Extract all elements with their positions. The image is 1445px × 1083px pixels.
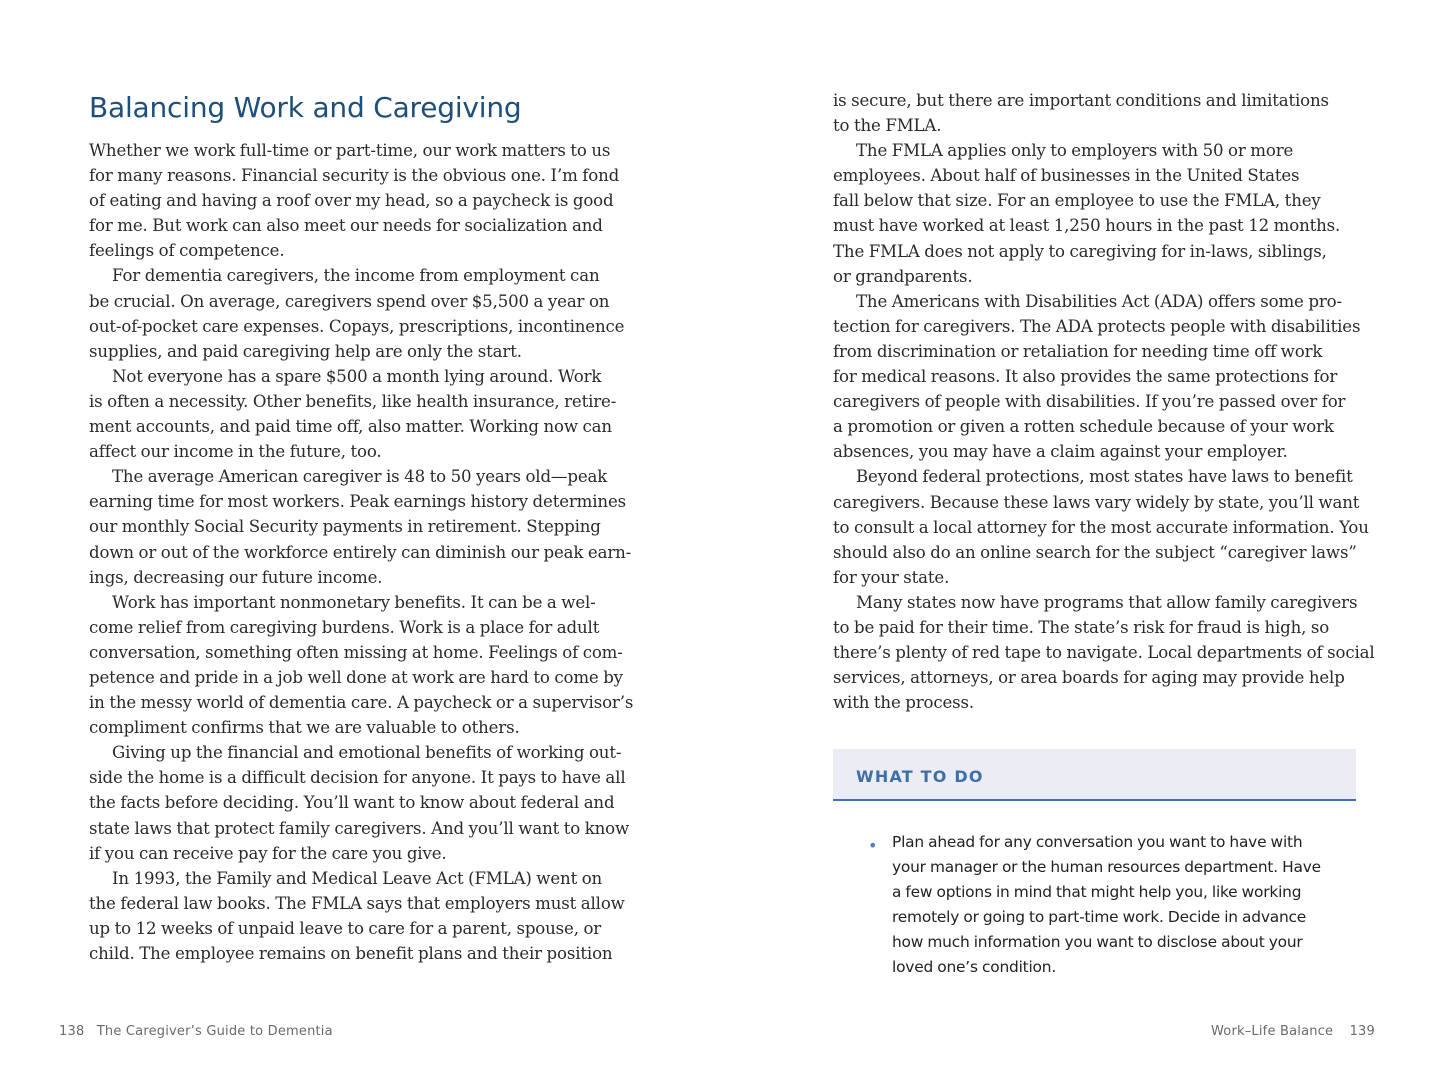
left-page bbox=[89, 88, 634, 966]
body-paragraph bbox=[833, 88, 1373, 138]
text-line: tection for caregivers. The ADA protects people with disabilities bbox=[833, 316, 1361, 336]
bullet-text bbox=[892, 830, 1348, 981]
body-paragraph bbox=[89, 138, 629, 263]
text-line: must have worked at least 1,250 hours in the past 12 months. bbox=[833, 216, 1341, 236]
text-line: a promotion or given a rotten schedule because of your work bbox=[833, 417, 1334, 437]
text-line: supplies, and paid caregiving help are only the start. bbox=[89, 341, 522, 361]
bullet-line: remotely or going to part-time work. Decide in advance bbox=[892, 908, 1307, 927]
left-footer bbox=[59, 1024, 333, 1039]
right-footer bbox=[1211, 1024, 1375, 1039]
text-line: side the home is a difficult decision for anyone. It pays to have all bbox=[89, 768, 626, 788]
text-line: employees. About half of businesses in the United States bbox=[833, 166, 1300, 186]
text-line: conversation, something often missing at home. Feelings of com- bbox=[89, 642, 623, 662]
text-line: there’s plenty of red tape to navigate. Local departments of social bbox=[833, 643, 1375, 663]
text-line: for many reasons. Financial security is the obvious one. I’m fond bbox=[89, 166, 620, 186]
text-line: for me. But work can also meet our needs for socialization and bbox=[89, 216, 603, 236]
bullet-line: Plan ahead for any conversation you want to have with bbox=[892, 833, 1303, 851]
text-line: The Americans with Disabilities Act (ADA) offers some pro- bbox=[856, 291, 1342, 311]
text-line: is often a necessity. Other benefits, like health insurance, retire- bbox=[89, 391, 617, 411]
bullet-dot-icon: • bbox=[868, 836, 878, 855]
text-line: in the messy world of dementia care. A paycheck or a supervisor’s bbox=[89, 693, 634, 713]
text-line: Whether we work full-time or part-time, our work matters to us bbox=[89, 141, 611, 160]
text-line: the facts before deciding. You’ll want to know about federal and bbox=[89, 793, 615, 813]
left-body-text bbox=[89, 138, 634, 966]
text-line: Beyond federal protections, most states have laws to benefit bbox=[856, 467, 1353, 487]
bullet-line: a few options in mind that might help you, like working bbox=[892, 883, 1302, 902]
page-number-right: 139 bbox=[1349, 1024, 1375, 1039]
section-heading: Balancing Work and Caregiving bbox=[89, 91, 522, 124]
body-paragraph bbox=[89, 364, 629, 464]
running-title-left: The Caregiver’s Guide to Dementia bbox=[96, 1024, 333, 1039]
text-line: up to 12 weeks of unpaid leave to care for a parent, spouse, or bbox=[89, 918, 602, 938]
text-line: if you can receive pay for the care you give. bbox=[89, 843, 447, 863]
bullet-line: your manager or the human resources department. Have bbox=[892, 858, 1321, 877]
bullet-line: how much information you want to disclose about your bbox=[892, 933, 1303, 952]
text-line: the federal law books. The FMLA says that employers must allow bbox=[89, 893, 625, 913]
text-line: In 1993, the Family and Medical Leave Act (FMLA) went on bbox=[112, 868, 603, 888]
text-line: of eating and having a roof over my head, so a paycheck is good bbox=[89, 191, 614, 211]
text-line: child. The employee remains on benefit plans and their position bbox=[89, 944, 613, 963]
what-to-do-bullet bbox=[868, 830, 1348, 981]
text-line: for medical reasons. It also provides the same protections for bbox=[833, 367, 1338, 387]
text-line: down or out of the workforce entirely can diminish our peak earn- bbox=[89, 542, 632, 562]
text-line: services, attorneys, or area boards for aging may provide help bbox=[833, 668, 1345, 688]
body-paragraph bbox=[833, 138, 1373, 289]
text-line: to the FMLA. bbox=[833, 116, 942, 136]
body-paragraph bbox=[833, 289, 1373, 465]
text-line: caregivers of people with disabilities. If you’re passed over for bbox=[833, 392, 1346, 412]
body-paragraph bbox=[89, 740, 629, 865]
body-paragraph bbox=[89, 263, 629, 363]
text-line: fall below that size. For an employee to use the FMLA, they bbox=[833, 191, 1321, 211]
body-paragraph bbox=[89, 866, 629, 966]
text-line: should also do an online search for the subject “caregiver laws” bbox=[833, 542, 1357, 562]
text-line: Giving up the financial and emotional benefits of working out- bbox=[112, 743, 622, 763]
text-line: caregivers. Because these laws vary widely by state, you’ll want bbox=[833, 492, 1360, 512]
text-line: out-of-pocket care expenses. Copays, prescriptions, incontinence bbox=[89, 316, 625, 336]
right-body-text bbox=[833, 88, 1373, 715]
running-title-right: Work–Life Balance bbox=[1211, 1024, 1334, 1039]
text-line: compliment confirms that we are valuable to others. bbox=[89, 718, 520, 738]
body-paragraph bbox=[833, 464, 1373, 589]
text-line: Not everyone has a spare $500 a month lying around. Work bbox=[112, 366, 602, 386]
text-line: is secure, but there are important conditions and limitations bbox=[833, 91, 1329, 110]
text-line: come relief from caregiving burdens. Work is a place for adult bbox=[89, 617, 600, 637]
text-line: ings, decreasing our future income. bbox=[89, 567, 383, 587]
bullet-line: loved one’s condition. bbox=[892, 958, 1057, 977]
what-to-do-title: WHAT TO DO bbox=[856, 767, 984, 786]
text-line: affect our income in the future, too. bbox=[89, 442, 382, 462]
text-line: Many states now have programs that allow family caregivers bbox=[856, 592, 1358, 612]
text-line: The average American caregiver is 48 to 50 years old—peak bbox=[112, 467, 608, 487]
text-line: absences, you may have a claim against your employer. bbox=[833, 442, 1288, 462]
text-line: from discrimination or retaliation for needing time off work bbox=[833, 341, 1323, 361]
text-line: The FMLA applies only to employers with 50 or more bbox=[856, 141, 1294, 161]
body-paragraph bbox=[89, 590, 634, 741]
text-line: our monthly Social Security payments in retirement. Stepping bbox=[89, 517, 601, 537]
text-line: or grandparents. bbox=[833, 266, 973, 286]
text-line: for your state. bbox=[833, 567, 950, 587]
text-line: state laws that protect family caregivers. And you’ll want to know bbox=[89, 818, 630, 838]
text-line: petence and pride in a job well done at work are hard to come by bbox=[89, 667, 623, 687]
text-line: to consult a local attorney for the most accurate information. You bbox=[833, 517, 1369, 537]
text-line: be crucial. On average, caregivers spend over $5,500 a year on bbox=[89, 291, 610, 311]
body-paragraph bbox=[89, 464, 632, 589]
page-number-left: 138 bbox=[59, 1024, 85, 1039]
text-line: feelings of competence. bbox=[89, 241, 285, 261]
text-line: For dementia caregivers, the income from employment can bbox=[112, 266, 600, 286]
what-to-do-box bbox=[833, 749, 1356, 801]
text-line: to be paid for their time. The state’s risk for fraud is high, so bbox=[833, 617, 1330, 637]
text-line: The FMLA does not apply to caregiving for in-laws, siblings, bbox=[833, 241, 1327, 261]
right-page bbox=[833, 88, 1373, 715]
text-line: earning time for most workers. Peak earnings history determines bbox=[89, 492, 626, 512]
body-paragraph bbox=[833, 590, 1373, 715]
text-line: with the process. bbox=[833, 693, 975, 713]
text-line: ment accounts, and paid time off, also matter. Working now can bbox=[89, 417, 612, 437]
text-line: Work has important nonmonetary benefits. It can be a wel- bbox=[112, 592, 596, 612]
